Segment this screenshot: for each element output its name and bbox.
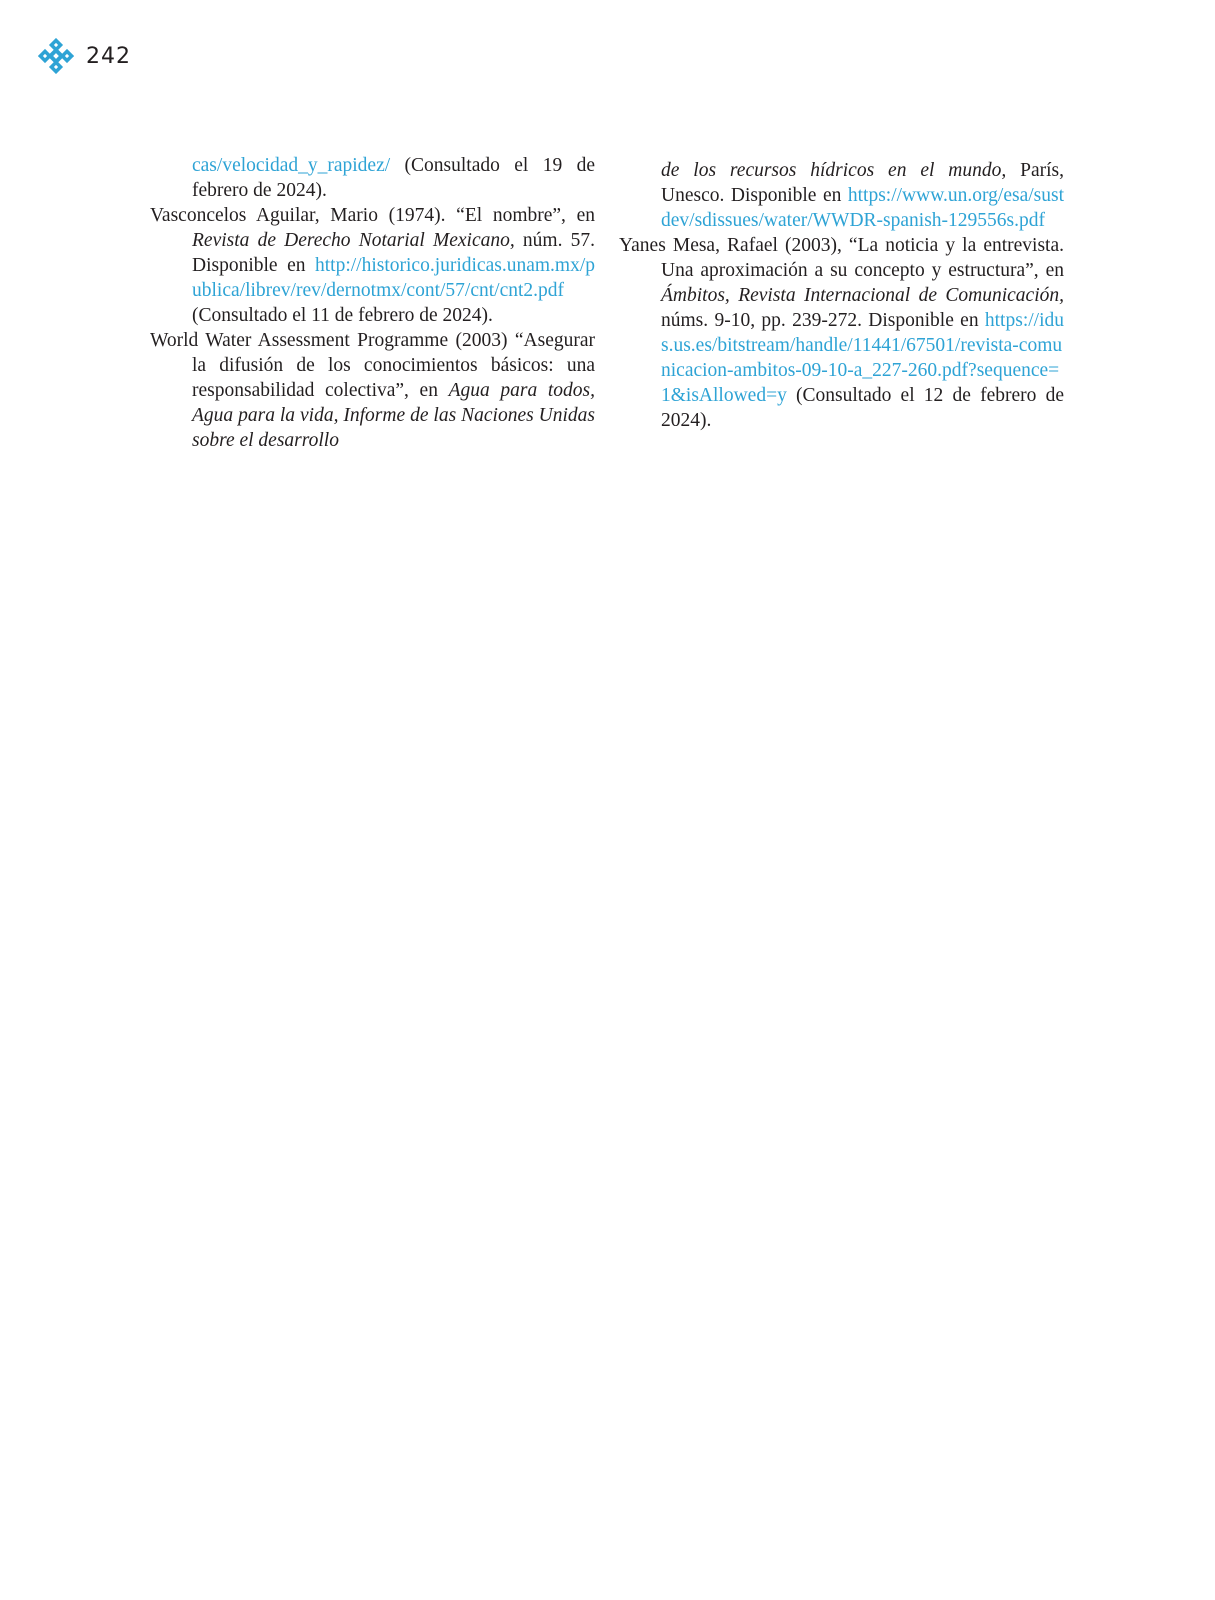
- reference-title: de los recursos hídricos en el mundo,: [661, 160, 1007, 181]
- reference-text: (Consultado el 12 de febrero de 2024).: [661, 385, 1064, 431]
- reference-text: núms. 9-10, pp. 239-272. Disponible en: [661, 310, 985, 331]
- reference-text: Yanes Mesa, Rafael (2003), “La noticia y la entrevista. Una aproximación a su concepto y estructura”, en: [619, 235, 1064, 281]
- reference-title: Agua para todos, Agua para la vida, Informe de las Naciones Unidas sobre el desarrollo: [192, 380, 595, 451]
- reference-text: (Consultado el 11 de febrero de 2024).: [192, 305, 493, 326]
- reference-text: Vasconcelos Aguilar, Mario (1974). “El nombre”, en: [150, 205, 595, 226]
- reference-title: Revista de Derecho Notarial Mexicano,: [192, 230, 515, 251]
- reference-text: núm. 57. Disponible en: [192, 230, 596, 276]
- reference-link[interactable]: https://www.un.org/esa/sustdev/sdissues/water/WWDR-spanish-129556s.pdf: [661, 185, 1064, 231]
- blue-ornament-icon: [38, 38, 74, 74]
- right-column: [619, 158, 1064, 433]
- reference-entry: [150, 203, 595, 328]
- reference-link[interactable]: cas/velocidad_y_rapidez/: [192, 155, 391, 176]
- reference-entry: [619, 233, 1064, 433]
- page-number: 242: [86, 43, 131, 69]
- reference-link[interactable]: https://idus.us.es/bitstream/handle/11441/67501/revista-comunicacion-ambitos-09-10-a_227-260.pdf?sequence=1&isAllowed=y: [661, 310, 1064, 406]
- page-header: [38, 38, 131, 74]
- left-column: [150, 153, 595, 453]
- reference-text: (Consultado el 19 de febrero de 2024).: [192, 155, 595, 201]
- reference-entry: [150, 328, 595, 453]
- reference-title: Ámbitos, Revista Internacional de Comunicación,: [661, 285, 1064, 306]
- reference-continuation: [619, 158, 1064, 233]
- reference-text: París, Unesco. Disponible en: [661, 160, 1064, 206]
- reference-continuation: [150, 153, 595, 203]
- reference-link[interactable]: http://historico.juridicas.unam.mx/publica/librev/rev/dernotmx/cont/57/cnt/cnt2.pdf: [192, 255, 595, 301]
- reference-text: World Water Assessment Programme (2003) “Asegurar la difusión de los conocimientos básicos: una responsabilidad colectiva”, en: [150, 330, 595, 401]
